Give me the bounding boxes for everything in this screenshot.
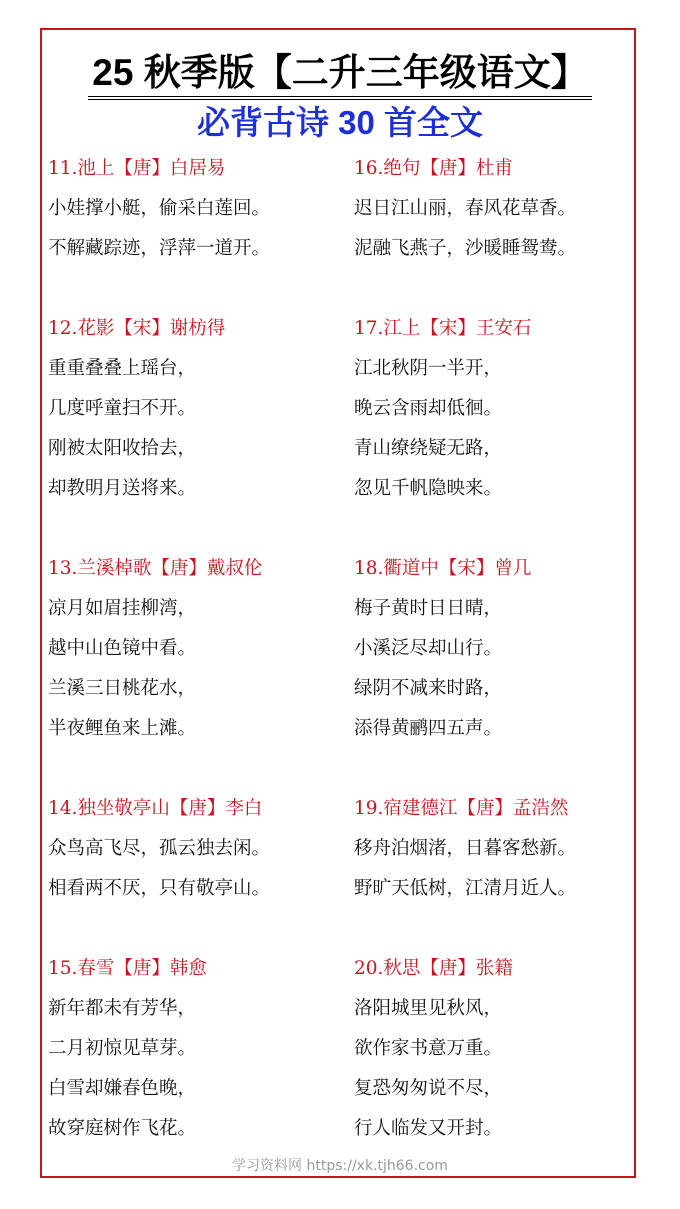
poem-line: 青山缭绕疑无路， [354,438,503,459]
poem-line: 重重叠叠上瑶台， [48,358,197,379]
poem-line: 几度呼童扫不开。 [48,398,197,419]
poem-line: 移舟泊烟渚，日暮客愁新。 [354,838,577,859]
poem-13 [48,549,338,749]
page-title-text: 25 秋季版【二升三年级语文】 [88,50,591,100]
poem-14 [48,789,338,909]
poem-19 [354,789,644,909]
poem-line: 梅子黄时日日晴， [354,598,503,619]
poem-title: 12.花影【宋】谢枋得 [48,318,226,339]
poem-title: 15.春雪【唐】韩愈 [48,958,207,979]
poem-16 [354,149,644,269]
poem-line: 却教明月送将来。 [48,478,197,499]
poem-line: 泥融飞燕子，沙暖睡鸳鸯。 [354,238,577,259]
page-subtitle: 必背古诗 30 首全文 [196,104,484,141]
poem-line: 行人临发又开封。 [354,1118,503,1139]
poem-line: 半夜鲤鱼来上滩。 [48,718,197,739]
poem-line: 晚云含雨却低徊。 [354,398,503,419]
poem-line: 欲作家书意万重。 [354,1038,503,1059]
poem-18 [354,549,644,749]
poem-line: 野旷天低树，江清月近人。 [354,878,577,899]
page-title [0,50,680,100]
poem-line: 绿阴不减来时路， [354,678,503,699]
poem-title: 20.秋思【唐】张籍 [354,958,513,979]
poem-title: 13.兰溪棹歌【唐】戴叔伦 [48,558,263,579]
poem-line: 江北秋阴一半开， [354,358,503,379]
poem-line: 小溪泛尽却山行。 [354,638,503,659]
poem-line: 新年都未有芳华， [48,998,197,1019]
poem-title: 14.独坐敬亭山【唐】李白 [48,798,263,819]
poem-line: 众鸟高飞尽，孤云独去闲。 [48,838,271,859]
poem-title: 11.池上【唐】白居易 [48,158,226,179]
poem-17 [354,309,644,509]
poem-15 [48,949,338,1149]
poem-line: 二月初惊见草芽。 [48,1038,197,1059]
poem-line: 刚被太阳收拾去， [48,438,197,459]
watermark-footer: 学习资料网 https://xk.tjh66.com [232,1158,448,1174]
poem-title: 16.绝句【唐】杜甫 [354,158,513,179]
poem-line: 故穿庭树作飞花。 [48,1118,197,1139]
poem-line: 小娃撑小艇，偷采白莲回。 [48,198,271,219]
poem-line: 添得黄鹂四五声。 [354,718,503,739]
poem-line: 忽见千帆隐映来。 [354,478,503,499]
poem-line: 白雪却嫌春色晚， [48,1078,197,1099]
poem-20 [354,949,644,1149]
poem-line: 凉月如眉挂柳湾， [48,598,197,619]
poem-title: 17.江上【宋】王安石 [354,318,532,339]
poem-line: 洛阳城里见秋风， [354,998,503,1019]
poem-line: 越中山色镜中看。 [48,638,197,659]
poem-line: 兰溪三日桃花水， [48,678,197,699]
poem-12 [48,309,338,509]
poem-title: 19.宿建德江【唐】孟浩然 [354,798,569,819]
poem-line: 复恐匆匆说不尽， [354,1078,503,1099]
poem-line: 相看两不厌，只有敬亭山。 [48,878,271,899]
poem-line: 不解藏踪迹，浮萍一道开。 [48,238,271,259]
poem-title: 18.衢道中【宋】曾几 [354,558,532,579]
poem-11 [48,149,338,269]
poem-line: 迟日江山丽，春风花草香。 [354,198,577,219]
